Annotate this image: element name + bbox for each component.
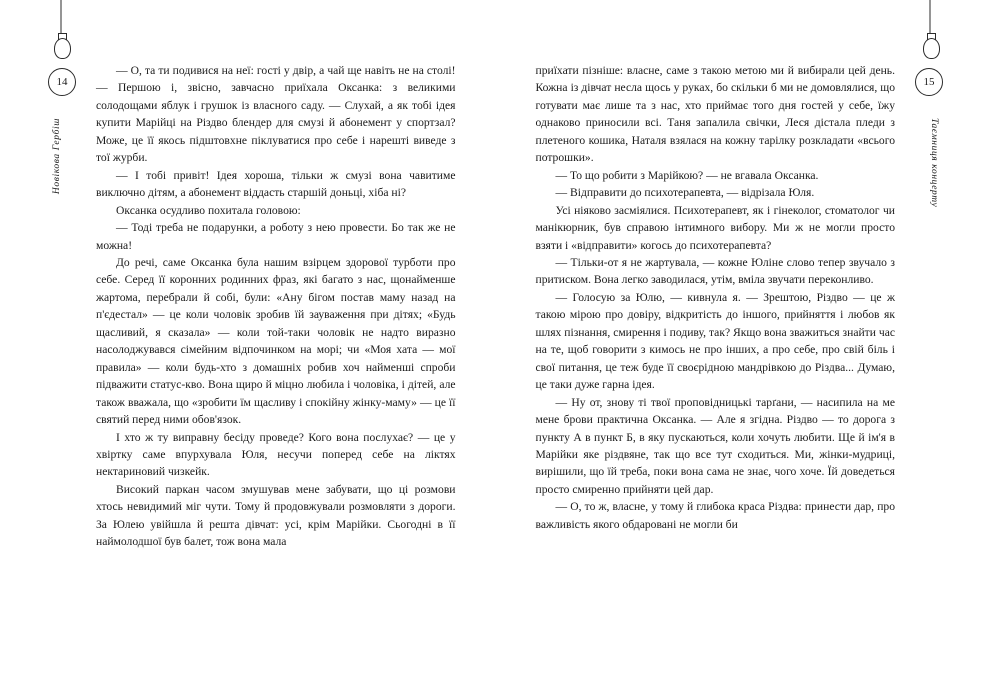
paragraph: І хто ж ту виправну бесіду проведе? Кого вона послухає? — це у хвіртку саме впурхувала Юля, несучи поперед себе на ліктях нектариновий чизкейк. (96, 430, 456, 479)
paragraph: — Тільки-от я не жартувала, — кожне Юліне слово тепер звучало з притиском. Вона легко заводилася, утім, вміла звучати переконливо. (535, 255, 895, 287)
christmas-ornament-icon (48, 0, 74, 66)
page-right (496, 0, 991, 683)
paragraph: Оксанка осудливо похитала головою: (116, 203, 301, 217)
paragraph: Усі ніяково засміялися. Психотерапевт, як і гінеколог, стоматолог чи манікюрник, був справою інтимного вибору. Ми ж не могли просто взяти і «відправити» когось до психотерапевта? (535, 203, 895, 252)
page-number-left: 14 (48, 68, 76, 96)
paragraph: — Відправити до психотерапевта, — відрізала Юля. (555, 186, 815, 200)
body-text-right (536, 62, 896, 533)
paragraph: — І тобі привіт! Ідея хороша, тільки ж смузі вона чавитиме виключно дітям, а абонемент віддасть старшій доньці, хіба ні? (96, 168, 456, 200)
paragraph: До речі, саме Оксанка була нашим взірцем здорової турботи про себе. Серед її коронних родинних фраз, які багато з нас, щонайменше жартома, перебрали й собі, були: «Ану бігом постав маму назад на п'єдестал» — це коли чоловік зробив їй зауваження при дітях; «Будь щасливий, я сказала» — коли той-таки чоловік не надто виразно насолоджувався сімейним відпочинком на морі; чи «Моя хата — мої правила» — коли будь-хто з домашніх робив хоч найменші спроби підважити статус-кво. Вона щиро й міцно любила і чоловіка, і дітей, але також вважала, що «зробити їм щасливу і спокійну жінку-маму» — це її святий перед ними обов'язок. (96, 255, 456, 427)
running-head-left: Новікова Гербіш (52, 118, 62, 195)
paragraph: Високий паркан часом змушував мене забувати, що ці розмови хтось невидимий міг чути. Тому й продовжували розмовляти з дороги. За Юлею увійшла й решта дівчат: усі, крім Марійки. Сьогодні в її наймолодшої був балет, тож вона мала (96, 482, 456, 549)
paragraph: — То що робити з Марійкою? — не вгавала Оксанка. (555, 168, 819, 182)
running-head-right: Таємниця концерту (929, 118, 939, 208)
paragraph: — О, та ти подивися на неї: гості у двір, а чай ще навіть не на столі! — Першою і, звісно, завчасно приїхала Оксанка: з великими солодощами яблук і грушок із власного саду. — Слухай, а як тобі ідея купити Марійці на Різдво блендер для смузі й абонемент у спортзал? Може, це її якось підштовхне піклуватися про себе і нарешті виведе з тої журби. (96, 64, 456, 165)
paragraph: — Тоді треба не подарунки, а роботу з нею провести. Бо так же не можна! (96, 221, 456, 252)
body-text-left (96, 62, 456, 551)
christmas-ornament-icon (917, 0, 943, 66)
paragraph: — Ну от, знову ті твої проповідницькі тарґани, — насипила на ме мене брови практична Оксанка. — Але я згідна. Різдво — то дорога з пункту А в пункт Б, в яку пускаються, коли хочуть любити. Ще й ім'я в Марійки яке різдвяне, так що все тут сходиться. Ми, жінки-мудриці, вирішили, що їй треба, поки вона сама не знає, чого хоче. Їй доведеться просто смиренно прийняти цей дар. (535, 395, 895, 496)
paragraph: — Голосую за Юлю, — кивнула я. — Зрештою, Різдво — це ж такою мірою про довіру, відкритість до іншого, прийняття і любов як шлях пізнання, смирення і подиву, так? Якщо вона зважиться знайти час на те, щоб говорити з кимось не про інших, а про себе, про свій біль і свої питання, це теж буде її своєрідною мандрівкою до Різдва... Думаю, це таки дуже гарна ідея. (535, 290, 895, 392)
paragraph: — О, то ж, власне, у тому й глибока краса Різдва: принести дар, про важливість якого обдаровані не могли би (535, 500, 895, 531)
page-number-right: 15 (915, 68, 943, 96)
paragraph: приїхати пізніше: власне, саме з такою метою ми й вибирали цей день. Кожна із дівчат несла щось у руках, бо скільки б ми не домовлялися, що готувати має лише та з нас, хто приймає того дня гостей у себе, їжу однаково приносили всі. Таня запалила свічки, Леся дістала пледи з плетеного кошика, Наталя взялася на кожну тарілку розкладати «всього потрошки». (535, 64, 895, 165)
